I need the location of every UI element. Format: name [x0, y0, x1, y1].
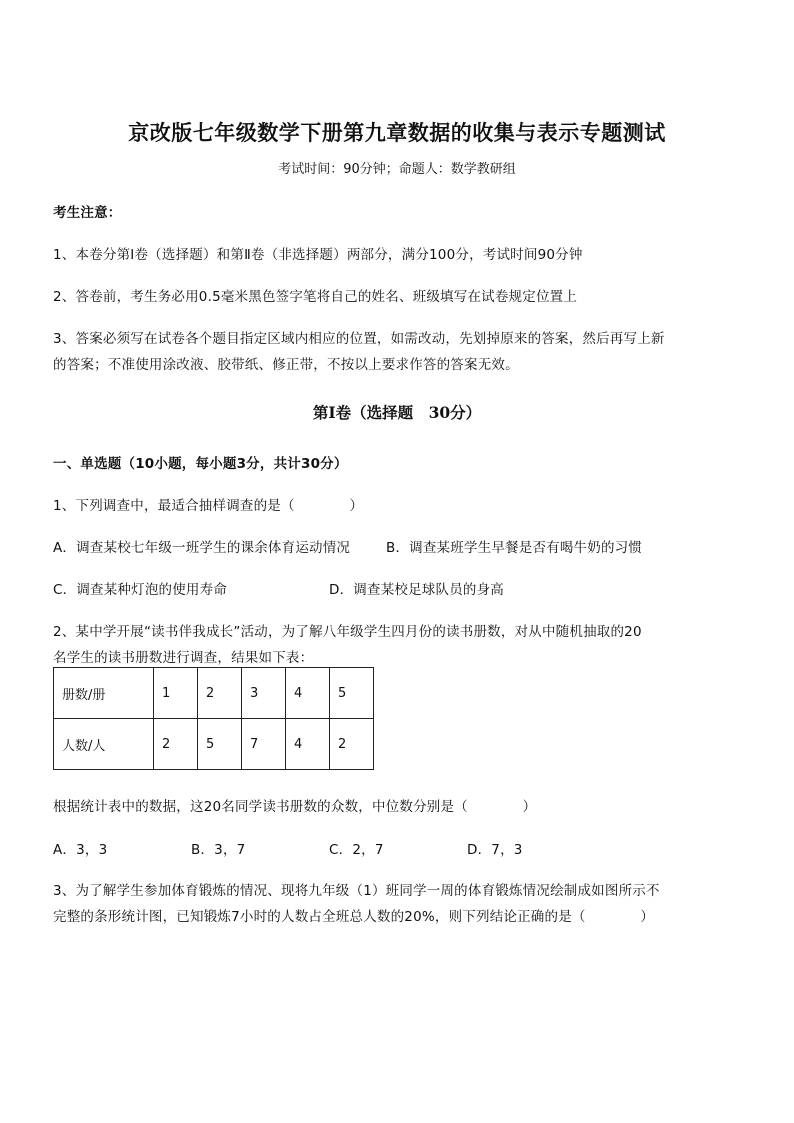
question-1-stem: 1、下列调查中，最适合抽样调查的是（ ）: [53, 498, 364, 514]
question-3-stem-line-2: 完整的条形统计图，已知锻炼7小时的人数占全班总人数的20%，则下列结论正确的是（ ）: [53, 909, 655, 925]
notice-heading: 考生注意：: [53, 205, 122, 221]
exam-title: 京改版七年级数学下册第九章数据的收集与表示专题测试: [128, 120, 666, 145]
notice-item-3: 3、答案必须写在试卷各个题目指定区域内相应的位置，如需改动，先划掉原来的答案，然后再写上新: [53, 331, 665, 347]
table-cell: 4: [286, 668, 330, 719]
section-title: 第I卷（选择题 30分）: [312, 403, 482, 422]
table-cell: 2: [154, 719, 198, 770]
question-2-follow: 根据统计表中的数据，这20名同学读书册数的众数，中位数分别是（ ）: [53, 799, 537, 815]
question-1-option-b[interactable]: B．调查某班学生早餐是否有喝牛奶的习惯: [386, 540, 643, 556]
question-2-option-a[interactable]: A．3，3: [53, 842, 108, 858]
table-row-books: [54, 668, 374, 719]
question-2-stem-line-2: 名学生的读书册数进行调查，结果如下表：: [53, 650, 314, 666]
part-heading: 一、单选题（10小题，每小题3分，共计30分）: [53, 456, 348, 472]
question-2-option-b[interactable]: B．3，7: [191, 842, 246, 858]
question-1-option-a[interactable]: A．调查某校七年级一班学生的课余体育运动情况: [53, 540, 351, 556]
question-2-option-c[interactable]: C．2，7: [329, 842, 384, 858]
table-row-people: [54, 719, 374, 770]
table-header-people: 人数/人: [54, 719, 154, 770]
table-cell: 7: [242, 719, 286, 770]
question-2-stem-line-1: 2、某中学开展“读书伴我成长”活动，为了解八年级学生四月份的读书册数，对从中随机抽取的20: [53, 624, 642, 640]
reading-survey-table: [53, 667, 374, 770]
table-cell: 5: [198, 719, 242, 770]
exam-subtitle: 考试时间：90分钟；命题人：数学教研组: [278, 162, 516, 177]
table-cell: 2: [330, 719, 374, 770]
table-cell: 4: [286, 719, 330, 770]
table-cell: 1: [154, 668, 198, 719]
table-header-books: 册数/册: [54, 668, 154, 719]
question-2-option-d[interactable]: D．7，3: [467, 842, 523, 858]
notice-item-1: 1、本卷分第Ⅰ卷（选择题）和第Ⅱ卷（非选择题）两部分，满分100分，考试时间90分钟: [53, 247, 583, 263]
question-1-option-c[interactable]: C．调查某种灯泡的使用寿命: [53, 582, 228, 598]
notice-item-2: 2、答卷前，考生务必用0.5毫米黑色签字笔将自己的姓名、班级填写在试卷规定位置上: [53, 289, 578, 305]
table-cell: 2: [198, 668, 242, 719]
table-cell: 3: [242, 668, 286, 719]
question-1-option-d[interactable]: D．调查某校足球队员的身高: [329, 582, 504, 598]
question-3-stem-line-1: 3、为了解学生参加体育锻炼的情况、现将九年级（1）班同学一周的体育锻炼情况绘制成如图所示不: [53, 883, 660, 899]
table-cell: 5: [330, 668, 374, 719]
notice-item-3-cont: 的答案；不准使用涂改液、胶带纸、修正带，不按以上要求作答的答案无效。: [53, 357, 519, 373]
